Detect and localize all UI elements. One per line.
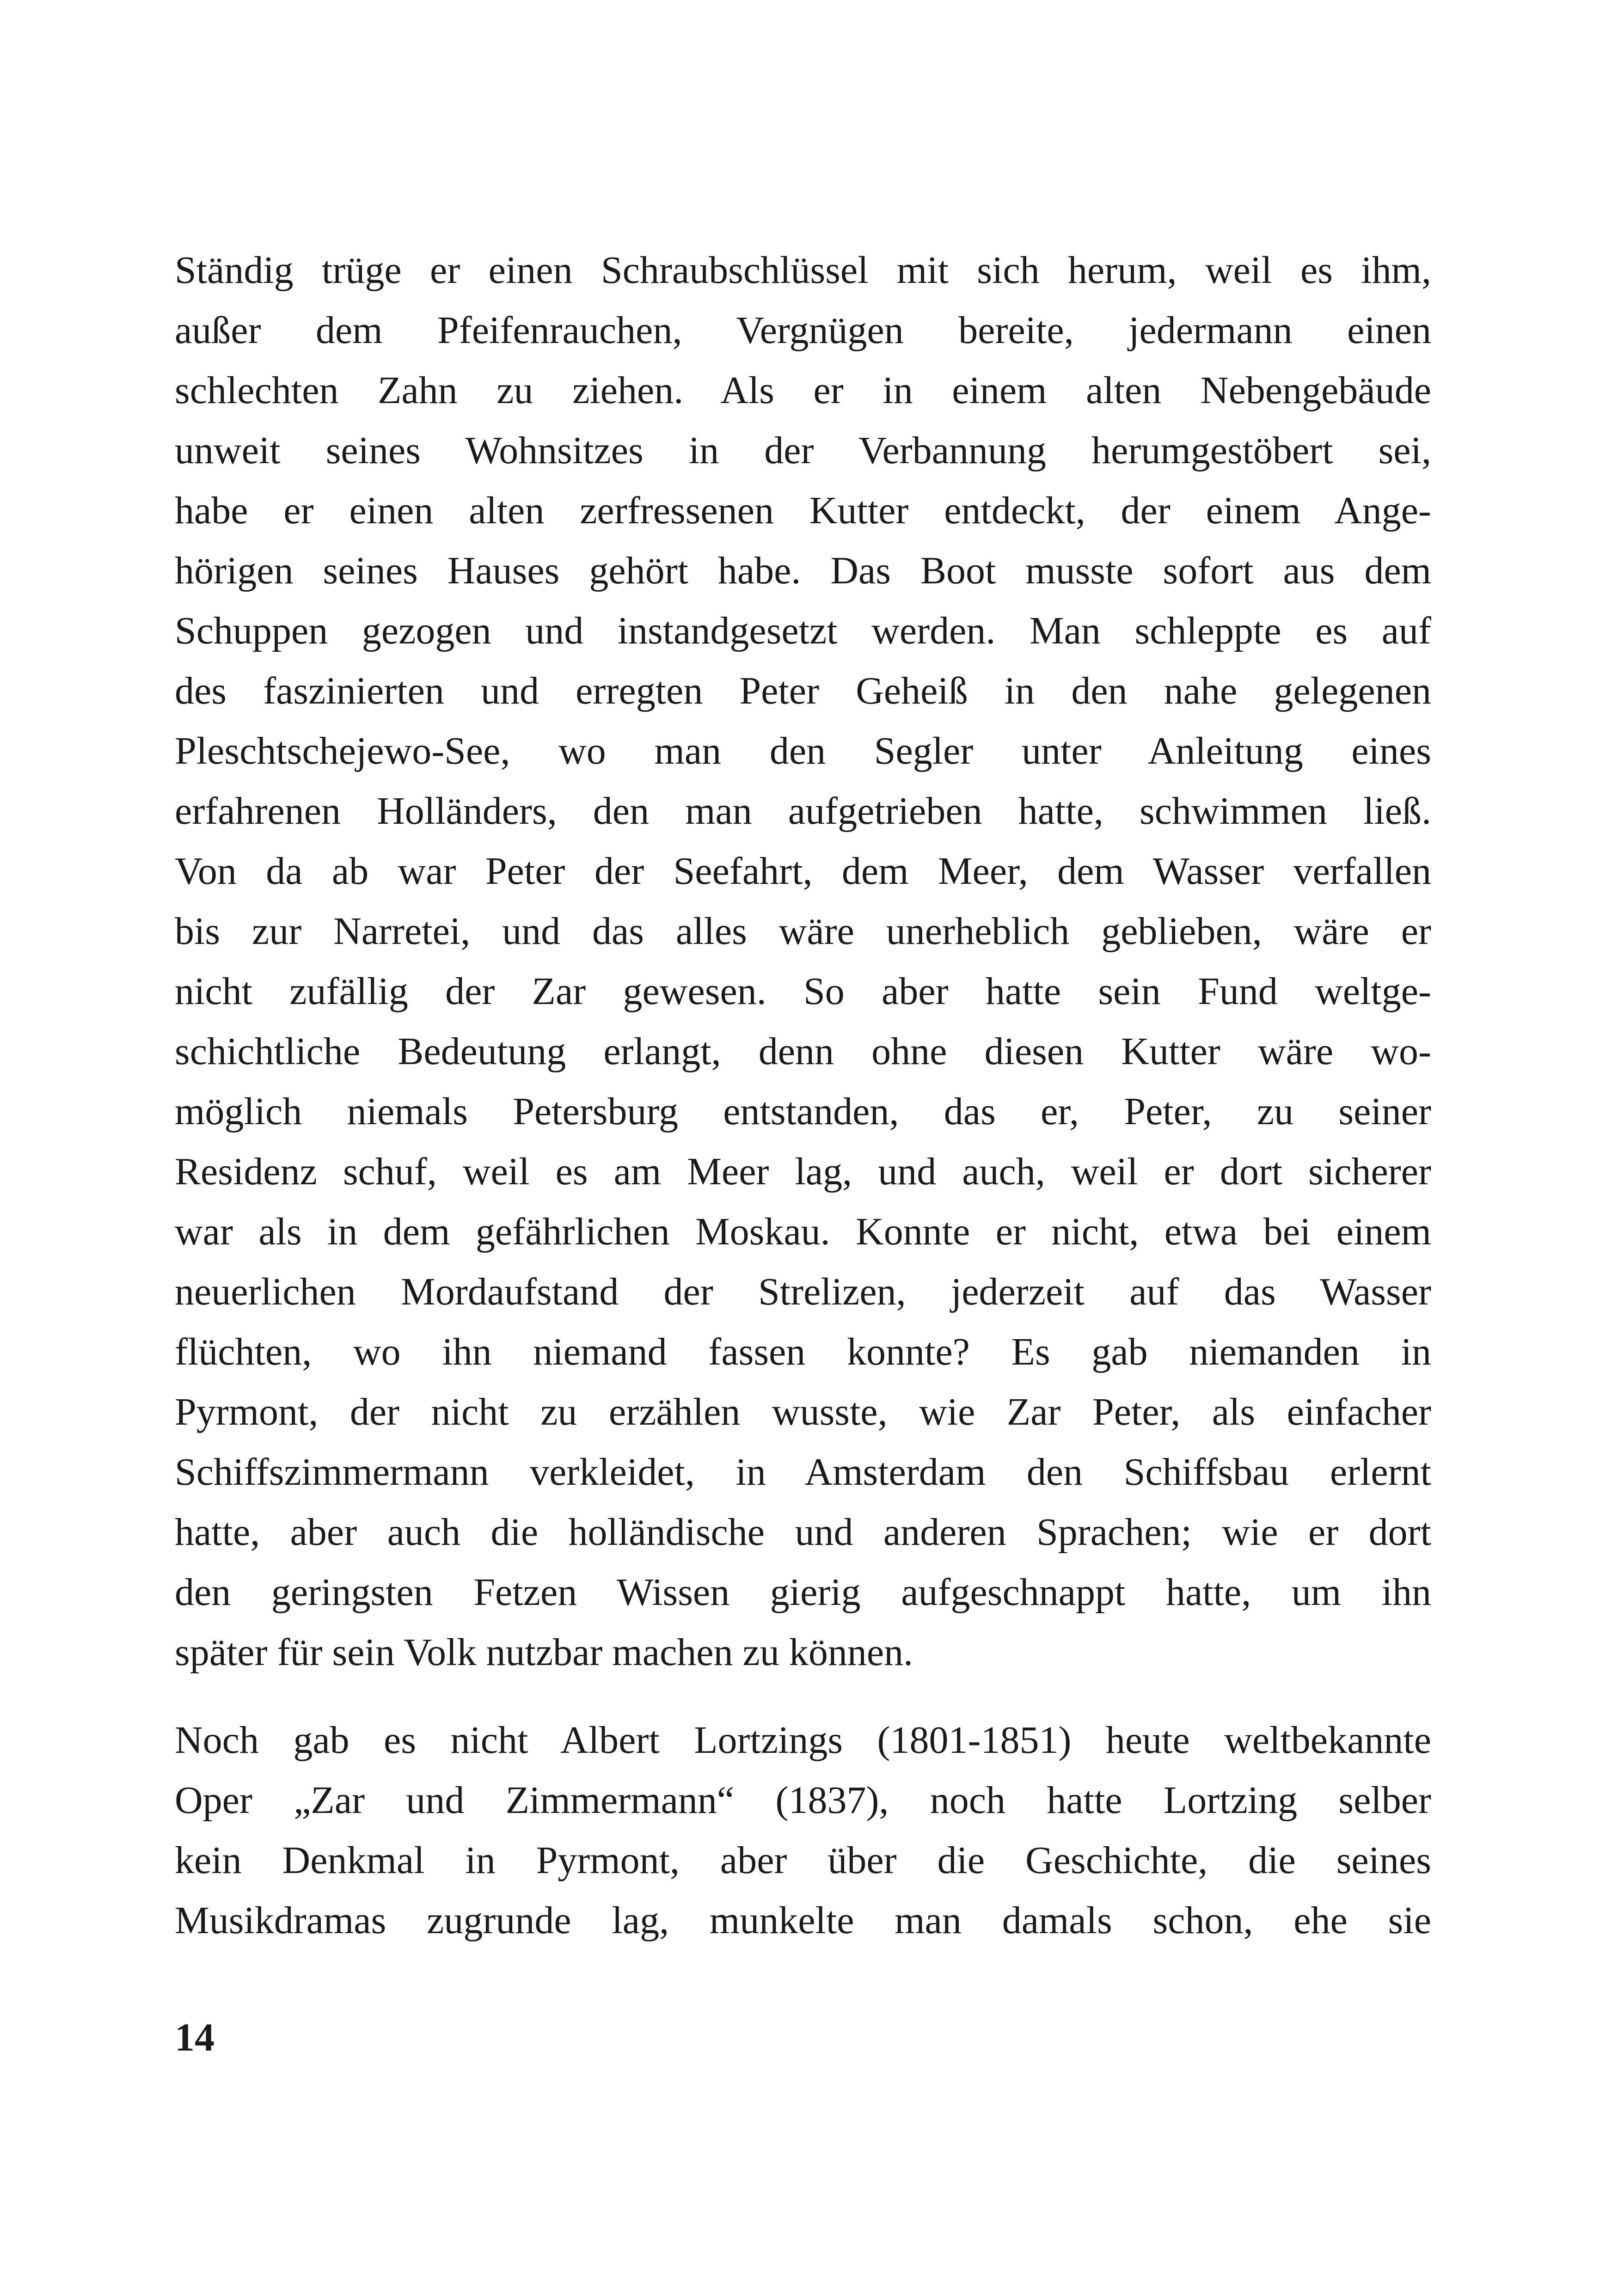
paragraph-2	[175, 1710, 1431, 1951]
page-number: 14	[175, 2015, 215, 2059]
text-line: kein Denkmal in Pyrmont, aber über die Geschichte, die seines	[175, 1839, 1431, 1882]
text-line: erfahrenen Holländers, den man aufgetrieben hatte, schwimmen ließ.	[175, 790, 1431, 833]
text-line: bis zur Narretei, und das alles wäre unerheblich geblieben, wäre er	[175, 910, 1431, 953]
text-line: schichtliche Bedeutung erlangt, denn ohne diesen Kutter wäre wo-	[175, 1030, 1431, 1073]
text-line: Pyrmont, der nicht zu erzählen wusste, wie Zar Peter, als einfacher	[175, 1390, 1431, 1433]
text-line: nicht zufällig der Zar gewesen. So aber hatte sein Fund weltge-	[175, 970, 1431, 1013]
text-line: habe er einen alten zerfressenen Kutter entdeckt, der einem Ange-	[175, 489, 1431, 532]
text-line: flüchten, wo ihn niemand fassen konnte? Es gab niemanden in	[175, 1330, 1431, 1373]
text-line: war als in dem gefährlichen Moskau. Konnte er nicht, etwa bei einem	[175, 1210, 1431, 1253]
text-line: Ständig trüge er einen Schraubschlüssel mit sich herum, weil es ihm,	[175, 249, 1431, 292]
text-line: möglich niemals Petersburg entstanden, das er, Peter, zu seiner	[175, 1090, 1431, 1133]
text-line: Noch gab es nicht Albert Lortzings (1801-1851) heute weltbekannte	[175, 1719, 1431, 1762]
text-line: hörigen seines Hauses gehört habe. Das Boot musste sofort aus dem	[175, 549, 1431, 592]
text-line: Von da ab war Peter der Seefahrt, dem Meer, dem Wasser verfallen	[175, 850, 1431, 893]
text-line: Oper „Zar und Zimmermann“ (1837), noch hatte Lortzing selber	[175, 1779, 1431, 1822]
text-line: des faszinierten und erregten Peter Geheiß in den nahe gelegenen	[175, 669, 1431, 712]
text-line: Residenz schuf, weil es am Meer lag, und auch, weil er dort sicherer	[175, 1150, 1431, 1193]
text-line: Schiffszimmermann verkleidet, in Amsterdam den Schiffsbau erlernt	[175, 1451, 1431, 1494]
text-line: außer dem Pfeifenrauchen, Vergnügen bereite, jedermann einen	[175, 309, 1431, 352]
text-line: hatte, aber auch die holländische und anderen Sprachen; wie er dort	[175, 1511, 1431, 1554]
text-line: Musikdramas zugrunde lag, munkelte man damals schon, ehe sie	[175, 1899, 1431, 1942]
text-line: schlechten Zahn zu ziehen. Als er in einem alten Nebengebäude	[175, 369, 1431, 412]
text-line: Pleschtschejewo-See, wo man den Segler unter Anleitung eines	[175, 729, 1431, 772]
text-line: Schuppen gezogen und instandgesetzt werden. Man schleppte es auf	[175, 609, 1431, 652]
text-line: unweit seines Wohnsitzes in der Verbannung herumgestöbert sei,	[175, 429, 1431, 472]
text-line: später für sein Volk nutzbar machen zu können.	[175, 1631, 913, 1674]
paragraph-1	[175, 240, 1431, 1683]
text-line: den geringsten Fetzen Wissen gierig aufgeschnappt hatte, um ihn	[175, 1571, 1431, 1614]
text-line: neuerlichen Mordaufstand der Strelizen, jederzeit auf das Wasser	[175, 1270, 1431, 1313]
